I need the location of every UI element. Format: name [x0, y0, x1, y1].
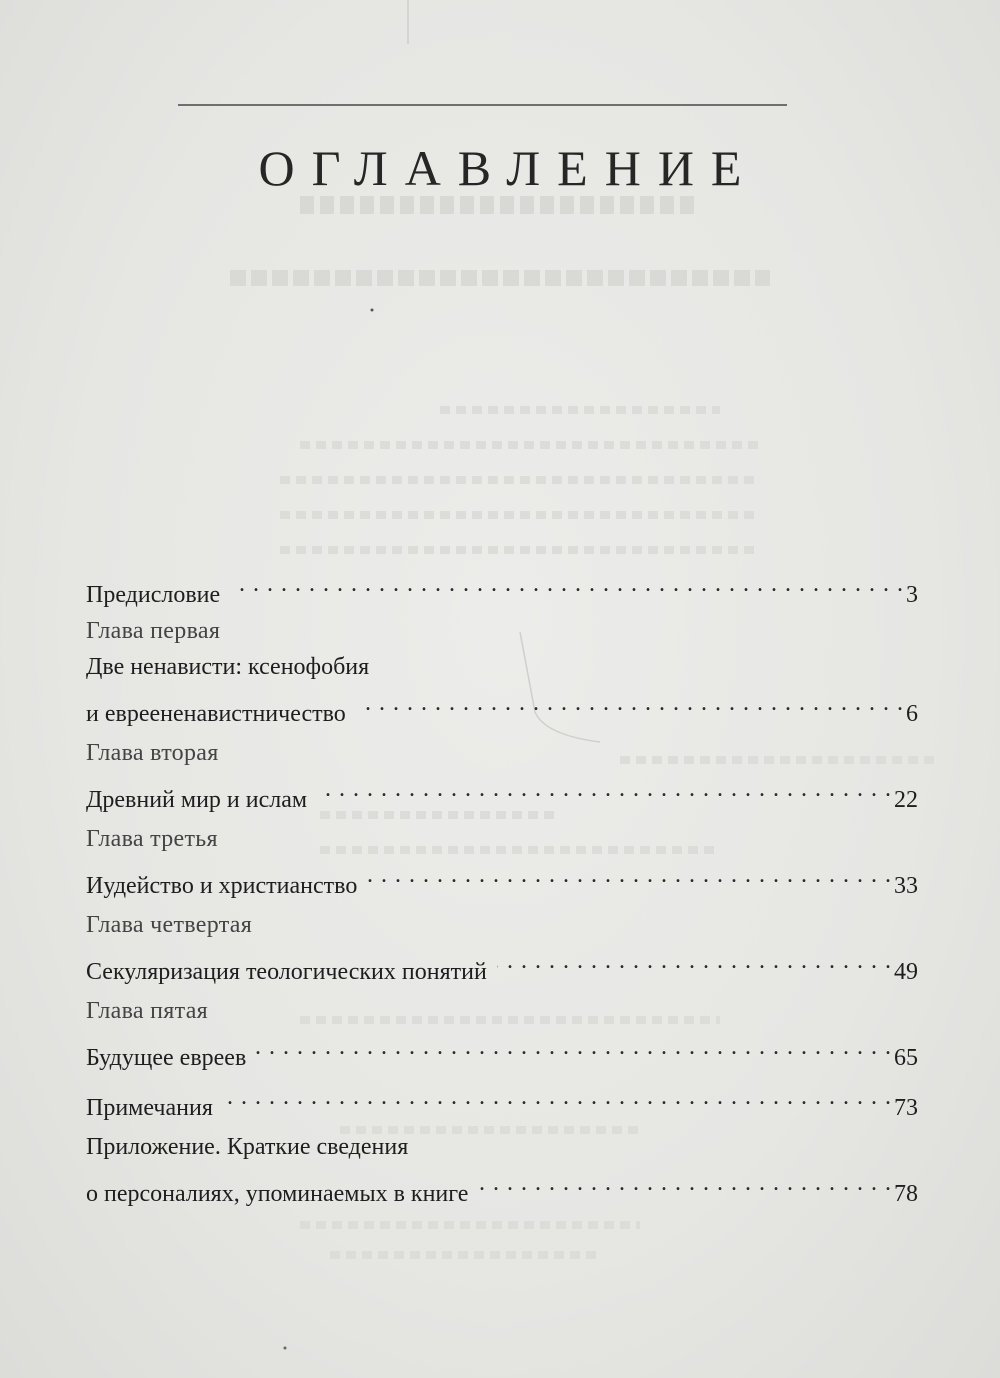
chapter-label: Глава четвертая: [86, 912, 253, 938]
dot-leader: [256, 1029, 892, 1065]
toc-entry-title: Иудейство и христианство: [86, 873, 358, 899]
chapter-label: Глава первая: [86, 618, 221, 644]
toc-entry-notes[interactable]: [86, 1079, 918, 1121]
toc-entry-title: Древний мир и ислам: [86, 787, 308, 813]
dot-leader: [356, 685, 904, 721]
page-number: 73: [894, 1095, 918, 1121]
toc-entry-title-continued: и евреененавистничество: [86, 701, 346, 727]
page-number: 33: [894, 873, 918, 899]
toc-entry-title: Предисловие: [86, 582, 221, 608]
toc-entry-appendix[interactable]: [86, 1129, 918, 1207]
dot-leader: [317, 771, 892, 807]
dot-leader: [223, 1079, 892, 1115]
toc-entry-chapter-2[interactable]: [86, 735, 918, 813]
toc-entry-title: Приложение. Краткие сведения: [86, 1134, 409, 1160]
toc-entry-title-continued: о персоналиях, упоминаемых в книге: [86, 1181, 469, 1207]
chapter-label: Глава третья: [86, 826, 218, 852]
page-number: 3: [906, 582, 918, 608]
page-number: 78: [894, 1181, 918, 1207]
toc-entry-chapter-1[interactable]: [86, 613, 918, 727]
page-number: 6: [906, 701, 918, 727]
toc-entry-title: Примечания: [86, 1095, 213, 1121]
dot-leader: [478, 1165, 892, 1201]
toc-entry-chapter-4[interactable]: [86, 907, 918, 985]
page-title: ОГЛАВЛЕНИЕ: [258, 140, 759, 196]
toc-entry-preface[interactable]: [86, 566, 918, 608]
page-number: 49: [894, 959, 918, 985]
chapter-label: Глава вторая: [86, 740, 219, 766]
toc-entry-title: Будущее евреев: [86, 1045, 247, 1071]
dot-leader: [497, 943, 892, 979]
dot-leader: [367, 857, 892, 893]
top-rule: [178, 104, 787, 106]
toc-entry-chapter-5[interactable]: [86, 993, 918, 1071]
dot-leader: [230, 566, 904, 602]
toc-entry-chapter-3[interactable]: [86, 821, 918, 899]
page-number: 65: [894, 1045, 918, 1071]
chapter-label: Глава пятая: [86, 998, 209, 1024]
toc-entry-title: Две ненависти: ксенофобия: [86, 654, 370, 680]
toc-entry-title: Секуляризация теологических понятий: [86, 959, 487, 985]
page-number: 22: [894, 787, 918, 813]
table-of-contents: [86, 566, 918, 1207]
